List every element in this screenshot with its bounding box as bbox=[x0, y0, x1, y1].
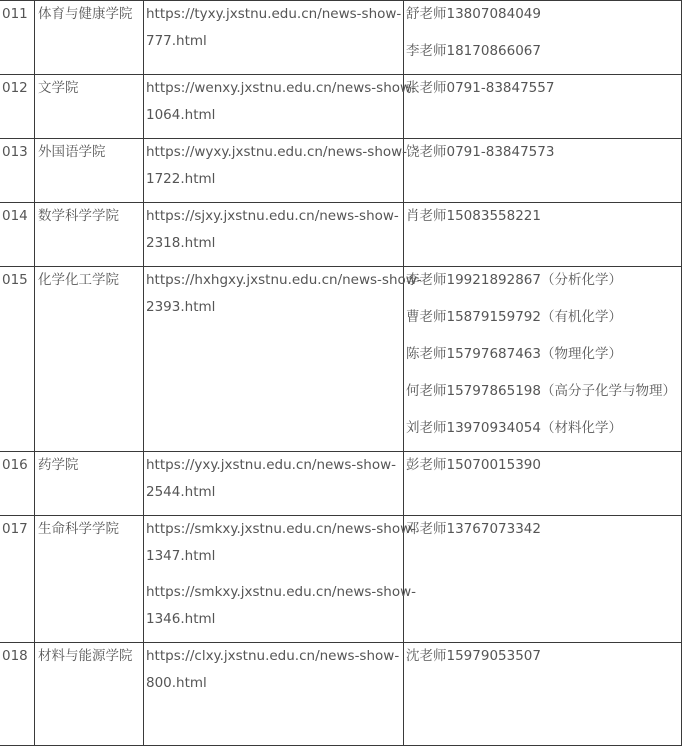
contact-line: 李老师19921892867（分析化学） bbox=[406, 272, 622, 288]
college-code bbox=[0, 75, 35, 139]
college-name-text: 外国语学院 bbox=[38, 144, 106, 160]
college-url-link[interactable] bbox=[146, 75, 416, 128]
college-code-text: 015 bbox=[2, 272, 28, 288]
contact-cell bbox=[404, 203, 682, 267]
table-row bbox=[0, 643, 682, 746]
url-line: https://tyxy.jxstnu.edu.cn/news-show- bbox=[146, 6, 402, 22]
url-line: 1347.html bbox=[146, 547, 216, 564]
college-url-link[interactable] bbox=[146, 452, 403, 505]
contact-line: 李老师18170866067 bbox=[406, 43, 541, 59]
contact-line: 曹老师15879159792（有机化学） bbox=[406, 309, 622, 325]
contact-line: 肖老师15083558221 bbox=[406, 208, 541, 224]
url-line: https://smkxy.jxstnu.edu.cn/news-show- bbox=[146, 521, 417, 537]
url-line: https://sjxy.jxstnu.edu.cn/news-show- bbox=[146, 208, 399, 224]
url-line: 777.html bbox=[146, 32, 207, 49]
college-code bbox=[0, 516, 35, 643]
url-line: 2393.html bbox=[146, 298, 216, 315]
contact-line: 舒老师13807084049 bbox=[406, 6, 541, 22]
college-url-link[interactable] bbox=[146, 516, 417, 569]
table-row bbox=[0, 516, 682, 643]
contact-cell bbox=[404, 267, 682, 452]
table-row bbox=[0, 203, 682, 267]
college-url-cell bbox=[144, 516, 417, 643]
college-code bbox=[0, 1, 35, 75]
college-name-text: 药学院 bbox=[38, 457, 79, 473]
college-url-link[interactable] bbox=[146, 267, 422, 320]
contact-cell bbox=[404, 452, 682, 516]
contact-line: 沈老师15979053507 bbox=[406, 648, 541, 664]
college-name-text: 文学院 bbox=[38, 80, 79, 96]
url-line: https://smkxy.jxstnu.edu.cn/news-show- bbox=[146, 584, 417, 600]
college-code bbox=[0, 267, 35, 452]
url-line: https://clxy.jxstnu.edu.cn/news-show- bbox=[146, 648, 400, 664]
college-url-cell bbox=[144, 139, 408, 203]
contact-line: 邓老师13767073342 bbox=[406, 521, 541, 537]
url-line: 1064.html bbox=[146, 106, 216, 123]
url-line: 1722.html bbox=[146, 170, 216, 187]
contact-cell bbox=[404, 1, 682, 75]
college-name-text: 生命科学学院 bbox=[38, 521, 119, 537]
table-body bbox=[0, 1, 682, 746]
college-code bbox=[0, 139, 35, 203]
contact-line: 陈老师15797687463（物理化学） bbox=[406, 346, 622, 362]
college-name bbox=[35, 139, 144, 203]
college-name-text: 体育与健康学院 bbox=[38, 6, 133, 22]
college-name-text: 化学化工学院 bbox=[38, 272, 119, 288]
contact-cell bbox=[404, 516, 682, 643]
url-line: https://wyxy.jxstnu.edu.cn/news-show- bbox=[146, 144, 408, 160]
contact-line: 彭老师15070015390 bbox=[406, 457, 541, 473]
college-url-link[interactable] bbox=[146, 1, 403, 54]
contact-cell bbox=[404, 643, 682, 746]
table-row bbox=[0, 1, 682, 75]
contact-line: 饶老师0791-83847573 bbox=[406, 144, 555, 160]
college-url-cell bbox=[144, 267, 422, 452]
college-url-cell bbox=[144, 643, 404, 746]
college-code bbox=[0, 452, 35, 516]
url-line: 1346.html bbox=[146, 610, 216, 627]
college-name bbox=[35, 267, 144, 452]
url-line: https://wenxy.jxstnu.edu.cn/news-show- bbox=[146, 80, 416, 96]
college-url-cell bbox=[144, 1, 404, 75]
contact-line: 张老师0791-83847557 bbox=[406, 80, 555, 96]
table-row bbox=[0, 267, 682, 452]
college-url-cell bbox=[144, 203, 404, 267]
table-row bbox=[0, 139, 682, 203]
table-row bbox=[0, 452, 682, 516]
college-name bbox=[35, 643, 144, 746]
college-name bbox=[35, 203, 144, 267]
contact-cell bbox=[404, 139, 682, 203]
url-line: https://yxy.jxstnu.edu.cn/news-show- bbox=[146, 457, 397, 473]
college-url-link[interactable] bbox=[146, 139, 408, 192]
college-code-text: 014 bbox=[2, 208, 28, 224]
college-url-link[interactable] bbox=[146, 579, 417, 632]
table-row bbox=[0, 75, 682, 139]
college-code-text: 016 bbox=[2, 457, 28, 473]
college-name bbox=[35, 516, 144, 643]
contact-cell bbox=[404, 75, 682, 139]
college-name bbox=[35, 452, 144, 516]
college-name-text: 材料与能源学院 bbox=[38, 648, 133, 664]
contact-line: 何老师15797865198（高分子化学与物理） bbox=[406, 383, 676, 399]
college-code-text: 018 bbox=[2, 648, 28, 664]
college-code bbox=[0, 643, 35, 746]
college-name-text: 数学科学学院 bbox=[38, 208, 119, 224]
college-url-link[interactable] bbox=[146, 203, 403, 256]
college-code-text: 011 bbox=[2, 6, 28, 22]
college-url-cell bbox=[144, 75, 416, 139]
url-line: 800.html bbox=[146, 674, 207, 691]
college-url-cell bbox=[144, 452, 404, 516]
college-code bbox=[0, 203, 35, 267]
college-name bbox=[35, 1, 144, 75]
college-name bbox=[35, 75, 144, 139]
url-line: https://hxhgxy.jxstnu.edu.cn/news-show- bbox=[146, 272, 422, 288]
url-line: 2318.html bbox=[146, 234, 216, 251]
college-code-text: 012 bbox=[2, 80, 28, 96]
url-line: 2544.html bbox=[146, 483, 216, 500]
college-url-link[interactable] bbox=[146, 643, 403, 696]
college-code-text: 017 bbox=[2, 521, 28, 537]
college-code-text: 013 bbox=[2, 144, 28, 160]
contact-line: 刘老师13970934054（材料化学） bbox=[406, 420, 622, 436]
